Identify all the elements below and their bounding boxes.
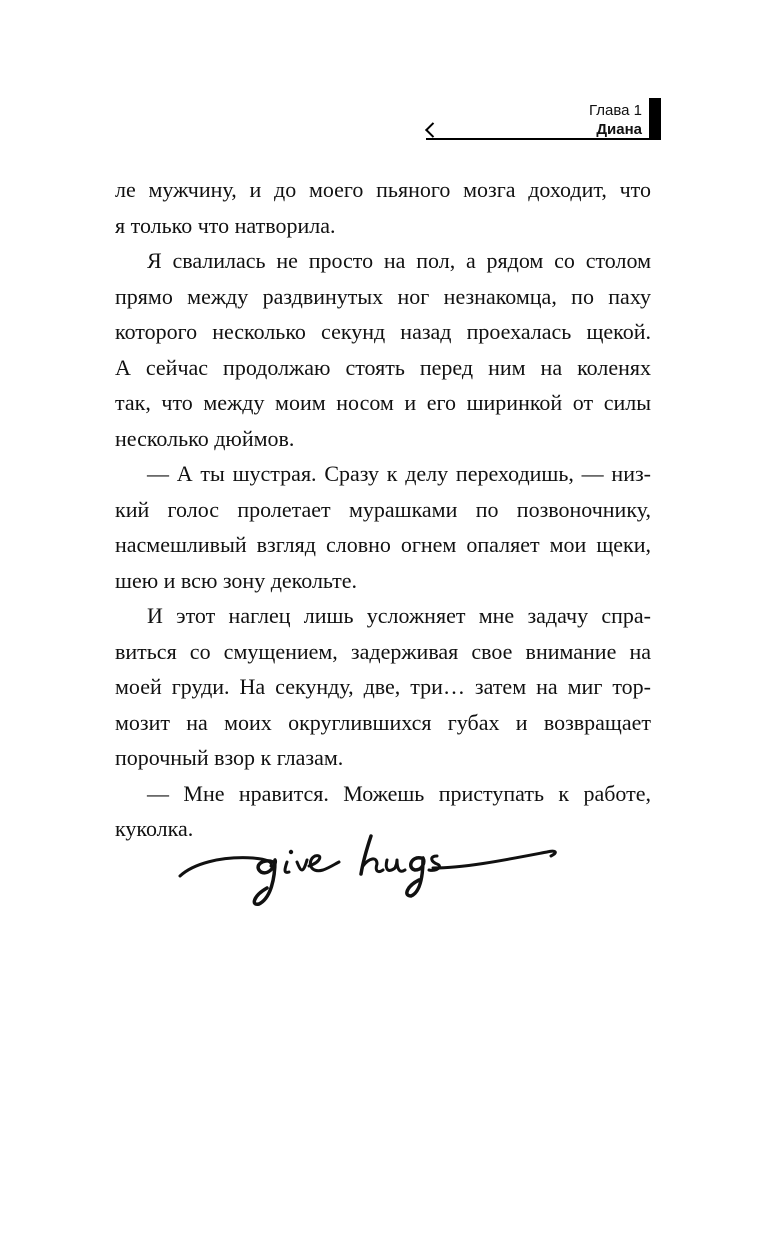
running-head-chapter: Глава 1 (588, 102, 642, 119)
text-line: кий голос пролетает мурашками по позвоночнику, (115, 496, 651, 522)
text-line: виться со смущением, задерживая свое внимание на (115, 638, 651, 664)
give-hugs-signature (175, 832, 565, 912)
text-line: прямо между раздвинутых ног незнакомца, по паху (115, 283, 651, 309)
text-line: порочный взор к глазам. (115, 745, 344, 770)
signature-icon (175, 832, 565, 912)
text-line: А сейчас продолжаю стоять перед ним на коленях (115, 354, 651, 380)
text-line: ле мужчину, и до моего пьяного мозга доходит, что (115, 177, 651, 202)
text-line: насмешливый взгляд словно огнем опаляет мои щеки, (115, 532, 651, 557)
text-line: мозит на моих округлившихся губах и возвращает (115, 709, 651, 735)
running-head-rule (426, 138, 654, 140)
text-line: я только что натворила. (115, 212, 336, 238)
text-line: шею и всю зону декольте. (115, 567, 357, 593)
running-head (0, 98, 768, 148)
text-line: несколько дюймов. (115, 425, 295, 451)
text-line: Я свалилась не просто на пол, а рядом со столом (147, 248, 651, 273)
running-head-name: Диана (596, 121, 642, 138)
text-line: — А ты шустрая. Сразу к делу переходишь, — низ- (147, 461, 651, 486)
running-head-bar (649, 98, 661, 140)
running-head-arrow-icon (425, 122, 441, 138)
text-line: моей груди. На секунду, две, три… затем на миг тор- (115, 674, 651, 699)
text-line: так, что между моим носом и его ширинкой от силы (115, 390, 651, 415)
text-line: — Мне нравится. Можешь приступать к работе, (147, 780, 651, 806)
text-line: И этот наглец лишь усложняет мне задачу спра- (147, 603, 651, 628)
body-text (115, 172, 651, 847)
text-line: которого несколько секунд назад проехалась щекой. (115, 319, 651, 344)
text-line: куколка. (115, 816, 194, 841)
